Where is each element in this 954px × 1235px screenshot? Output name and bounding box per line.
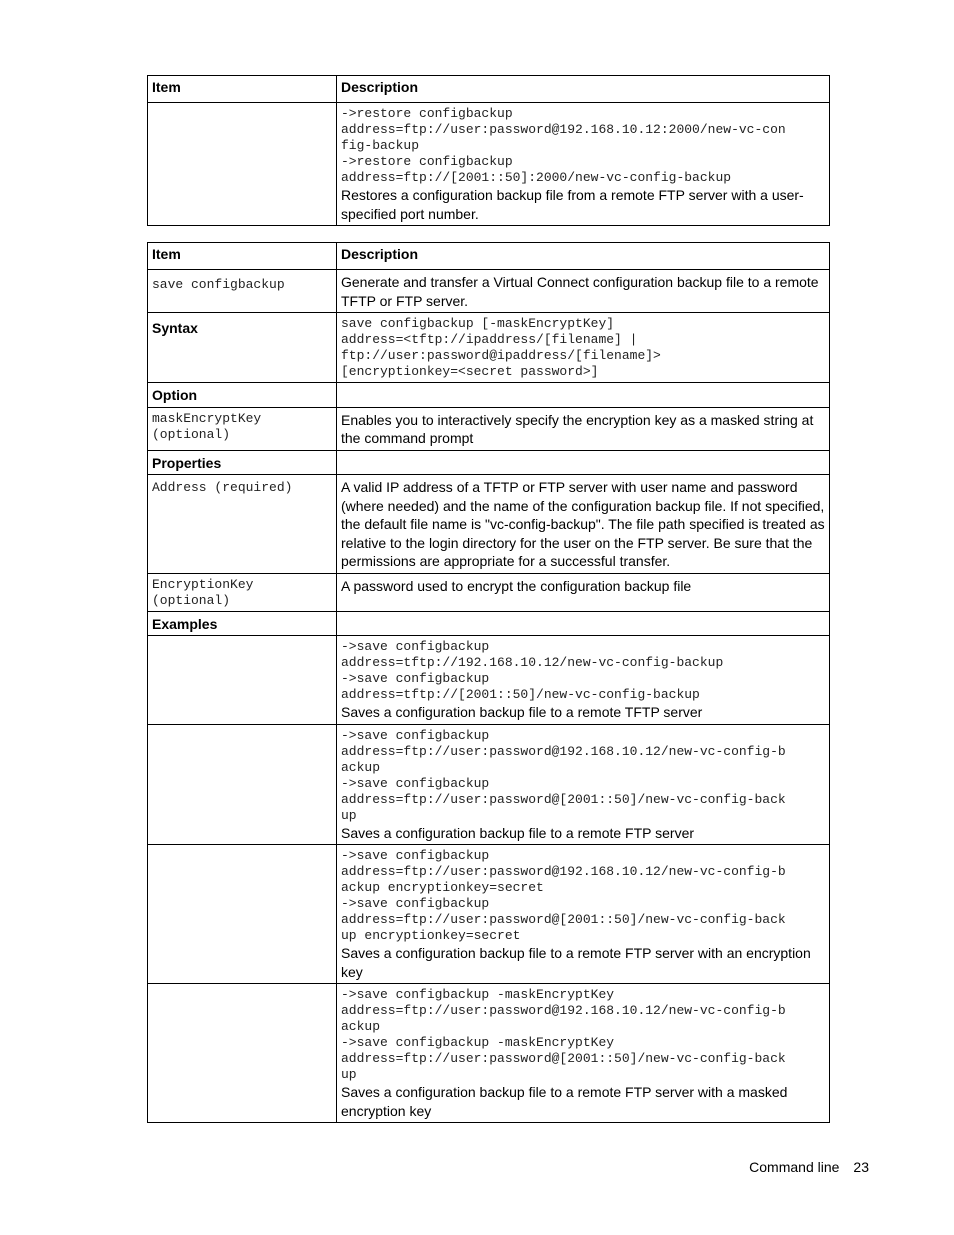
example-text: Saves a configuration backup file to a remote FTP server with an encryption key: [341, 945, 811, 980]
page-footer: [749, 1159, 869, 1175]
row-item: [148, 103, 337, 226]
command-name: save configbackup: [152, 277, 285, 292]
property-name: EncryptionKey (optional): [152, 576, 254, 608]
save-configbackup-table: [147, 242, 830, 1123]
option-description: Enables you to interactively specify the encryption key as a masked string at the command prompt: [337, 407, 830, 450]
row-description: [337, 103, 830, 226]
example-row: [148, 845, 830, 984]
properties-label: Properties: [148, 450, 337, 475]
header-description: Description: [337, 76, 830, 103]
table-row: [148, 103, 830, 226]
property-name: Address (required): [152, 480, 293, 495]
command-row: [148, 270, 830, 313]
header-description: Description: [337, 243, 830, 270]
code-example: ->save configbackup address=ftp://user:password@192.168.10.12/new-vc-config-b ackup ->save configbackup address=ftp://user:password@[2001::50]/new-vc-config-back up: [341, 727, 786, 823]
example-row: [148, 724, 830, 845]
header-item: Item: [148, 76, 337, 103]
properties-section-row: [148, 450, 830, 475]
examples-section-row: [148, 611, 830, 636]
code-example: ->save configbackup address=tftp://192.168.10.12/new-vc-config-backup ->save configbackup address=tftp://[2001::50]/new-vc-config-backup: [341, 639, 724, 702]
examples-label: Examples: [148, 611, 337, 636]
command-description: Generate and transfer a Virtual Connect configuration backup file to a remote TFTP or FTP server.: [337, 270, 830, 313]
code-example: ->restore configbackup address=ftp://user:password@192.168.10.12:2000/new-vc-con fig-backup ->restore configbackup address=ftp://[2001::50]:2000/new-vc-config-backup: [341, 106, 786, 185]
table-header-row: [148, 243, 830, 270]
example-text: Saves a configuration backup file to a remote FTP server: [341, 824, 695, 841]
syntax-code: save configbackup [-maskEncryptKey] address=<tftp://ipaddress/[filename] | ftp://user:password@ipaddress/[filename]> [encryptionkey=<secret password>]: [341, 316, 661, 379]
example-text: Restores a configuration backup file from a remote FTP server with a user-specified port number.: [341, 187, 804, 222]
option-label: Option: [148, 383, 337, 408]
table-header-row: [148, 76, 830, 103]
page-number: 23: [853, 1159, 869, 1175]
footer-section-title: Command line: [749, 1159, 840, 1175]
property-row: [148, 475, 830, 574]
header-item: Item: [148, 243, 337, 270]
example-row: [148, 636, 830, 725]
option-section-row: [148, 383, 830, 408]
example-row: [148, 984, 830, 1123]
property-row: [148, 573, 830, 611]
restore-examples-table: [147, 75, 830, 226]
example-text: Saves a configuration backup file to a remote TFTP server: [341, 704, 703, 720]
option-row: [148, 407, 830, 450]
syntax-label: Syntax: [148, 313, 337, 383]
code-example: ->save configbackup -maskEncryptKey address=ftp://user:password@192.168.10.12/new-vc-config-b ackup ->save configbackup -maskEncryptKey address=ftp://user:password@[2001::50]/new-vc-config-back up: [341, 987, 786, 1082]
property-description: A password used to encrypt the configuration backup file: [337, 573, 830, 611]
example-text: Saves a configuration backup file to a remote FTP server with a masked encryption key: [341, 1084, 788, 1119]
property-description: A valid IP address of a TFTP or FTP server with user name and password (where needed) and the name of the configuration backup file. If not specified, the default file name is "vc-config-backup". The file path specified is treated as relative to the login directory for the user on the FTP server. Be sure that the permissions are appropriate for a successful transfer.: [337, 475, 830, 574]
code-example: ->save configbackup address=ftp://user:password@192.168.10.12/new-vc-config-b ackup encryptionkey=secret ->save configbackup address=ftp://user:password@[2001::50]/new-vc-config-back up encryptionkey=secret: [341, 848, 786, 943]
option-name: maskEncryptKey (optional): [152, 410, 262, 442]
syntax-row: [148, 313, 830, 383]
